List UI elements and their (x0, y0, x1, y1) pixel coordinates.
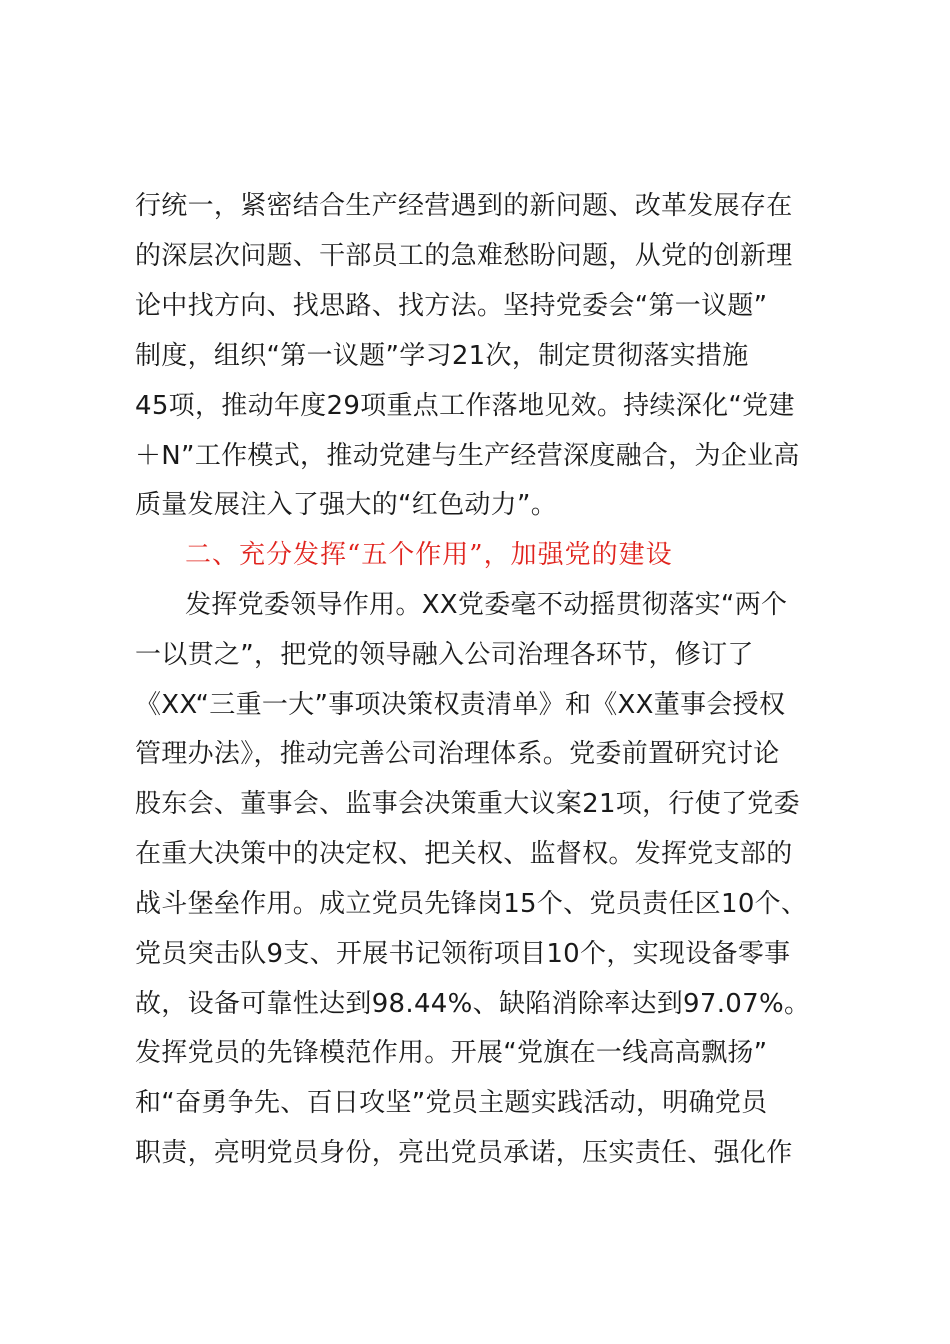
paragraph-2-line-9: 故，设备可靠性达到98.44%、缺陷消除率达到97.07%。 (135, 989, 811, 1019)
paragraph-1-line-3: 论中找方向、找思路、找方法。坚持党委会“第一议题” (135, 291, 768, 321)
paragraph-2-line-6: 在重大决策中的决定权、把关权、监督权。发挥党支部的 (135, 839, 793, 869)
paragraph-2-line-3: 《XX“三重一大”事项决策权责清单》和《XX董事会授权 (135, 690, 786, 720)
paragraph-2-line-8: 党员突击队9支、开展书记领衔项目10个，实现设备零事 (135, 939, 791, 969)
paragraph-1-line-6: ＋N”工作模式，推动党建与生产经营深度融合，为企业高 (135, 441, 800, 471)
paragraph-2-line-5: 股东会、董事会、监事会决策重大议案21项，行使了党委 (135, 789, 800, 819)
section-heading: 二、充分发挥“五个作用”，加强党的建设 (185, 540, 673, 570)
paragraph-1-line-1: 行统一，紧密结合生产经营遇到的新问题、改革发展存在 (135, 191, 793, 221)
paragraph-2-line-10: 发挥党员的先锋模范作用。开展“党旗在一线高高飘扬” (135, 1038, 768, 1068)
paragraph-1-line-7: 质量发展注入了强大的“红色动力”。 (135, 490, 558, 520)
paragraph-2-line-4: 管理办法》，推动完善公司治理体系。党委前置研究讨论 (135, 739, 780, 769)
paragraph-2-line-7: 战斗堡垒作用。成立党员先锋岗15个、党员责任区10个、 (135, 889, 808, 919)
paragraph-2-line-11: 和“奋勇争先、百日攻坚”党员主题实践活动，明确党员 (135, 1088, 768, 1118)
paragraph-1-line-5: 45项，推动年度29项重点工作落地见效。持续深化“党建 (135, 391, 795, 421)
paragraph-1-line-2: 的深层次问题、干部员工的急难愁盼问题，从党的创新理 (135, 241, 793, 271)
paragraph-2-line-2: 一以贯之”，把党的领导融入公司治理各环节，修订了 (135, 640, 754, 670)
paragraph-2-line-12: 职责，亮明党员身份，亮出党员承诺，压实责任、强化作 (135, 1138, 793, 1168)
paragraph-2-line-1: 发挥党委领导作用。XX党委毫不动摇贯彻落实“两个 (185, 590, 788, 620)
paragraph-1-line-4: 制度，组织“第一议题”学习21次，制定贯彻落实措施 (135, 341, 749, 371)
